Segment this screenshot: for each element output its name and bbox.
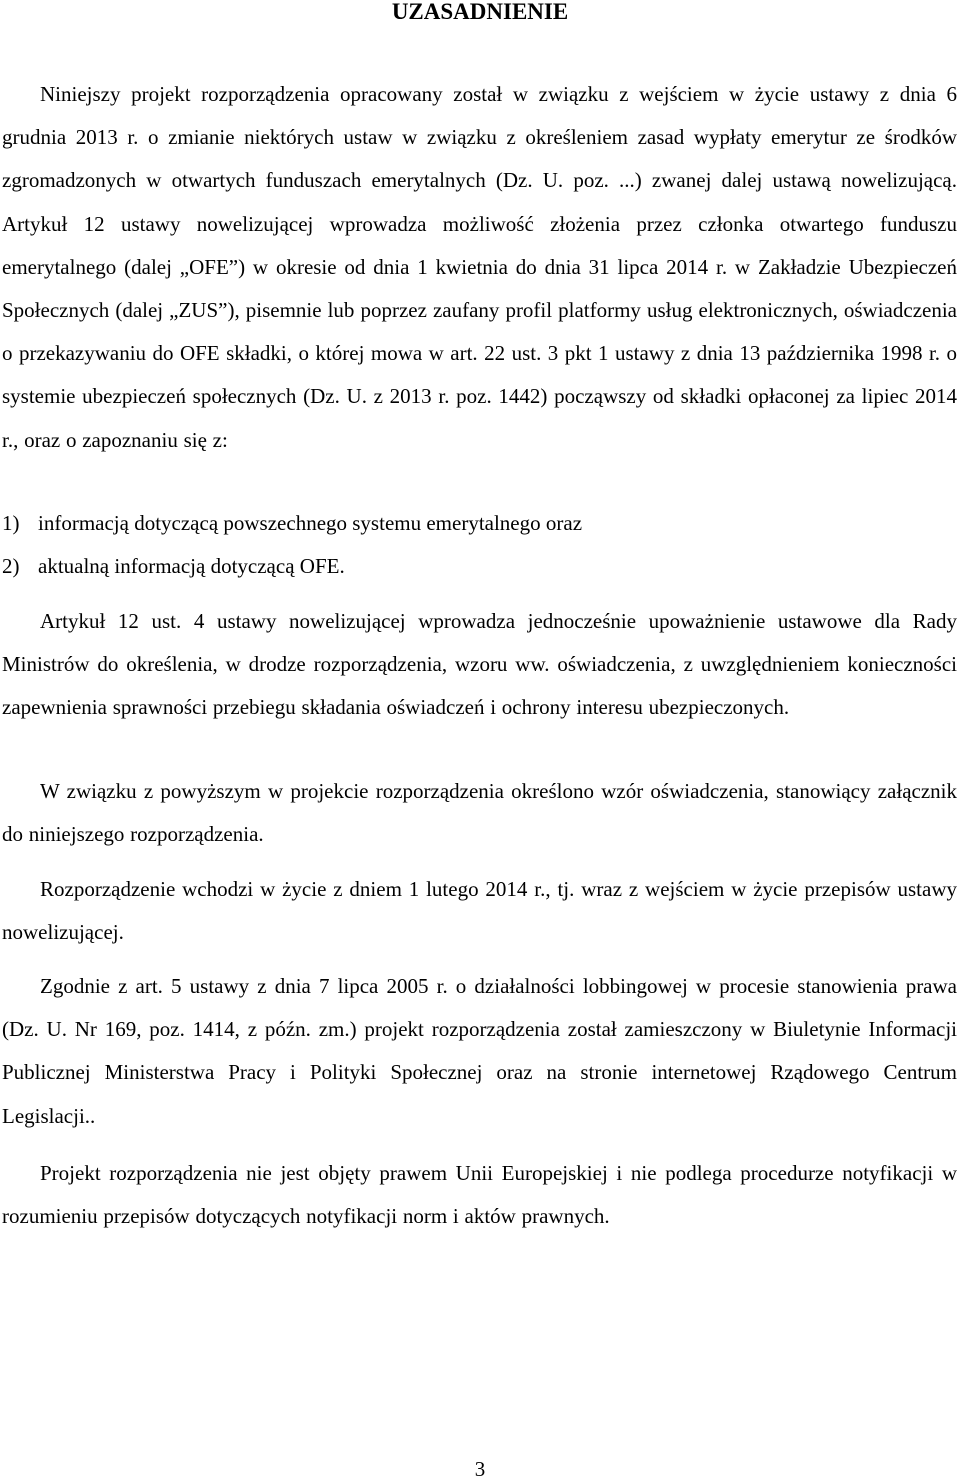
- paragraph-authorization: Artykuł 12 ust. 4 ustawy nowelizującej wprowadza jednocześnie upoważnienie ustawowe dla Rady Ministrów do określenia, w drodze rozporządzenia, wzoru ww. oświadczenia, z uwzględnieniem konieczności zapewnienia sprawności przebiegu składania oświadczeń i ochrony interesu ubezpieczonych.: [2, 609, 957, 720]
- page-number: 3: [474, 1457, 486, 1481]
- list-item-number: 2): [2, 554, 20, 578]
- paragraph-introduction: Niniejszy projekt rozporządzenia opracowany został w związku z wejściem w życie ustawy z dnia 6 grudnia 2013 r. o zmianie niektórych ustaw w związku z określeniem zasad wypłaty emerytur ze środków zgromadzonych w otwartych funduszach emerytalnych (Dz. U. poz. ...) zwanej dalej ustawą nowelizującą. Artykuł 12 ustawy nowelizującej wprowadza możliwość złożenia przez członka otwartego funduszu emerytalnego (dalej „OFE”) w okresie od dnia 1 kwietnia do dnia 31 lipca 2014 r. w Zakładzie Ubezpieczeń Społecznych (dalej „ZUS”), pisemnie lub poprzez zaufany profil platformy usług elektronicznych, oświadczenia o przekazywaniu do OFE składki, o której mowa w art. 22 ust. 3 pkt 1 ustawy z dnia 13 października 1998 r. o systemie ubezpieczeń społecznych (Dz. U. z 2013 r. poz. 1442) począwszy od składki opłaconej za lipiec 2014 r., oraz o zapoznaniu się z:: [2, 82, 957, 452]
- paragraph-form-template: W związku z powyższym w projekcie rozporządzenia określono wzór oświadczenia, stanowiący załącznik do niniejszego rozporządzenia.: [2, 779, 957, 847]
- list-item-number: 1): [2, 511, 20, 535]
- paragraph-lobbying: Zgodnie z art. 5 ustawy z dnia 7 lipca 2005 r. o działalności lobbingowej w procesie stanowienia prawa (Dz. U. Nr 169, poz. 1414, z późn. zm.) projekt rozporządzenia został zamieszczony w Biuletynie Informacji Publicznej Ministerstwa Pracy i Polityki Społecznej oraz na stronie internetowej Rządowego Centrum Legislacji..: [2, 974, 957, 1128]
- list-item: [2, 545, 957, 588]
- list-item-text: informacją dotyczącą powszechnego systemu emerytalnego oraz: [38, 511, 583, 535]
- list-item: [2, 502, 957, 545]
- paragraph-eu-law: Projekt rozporządzenia nie jest objęty prawem Unii Europejskiej i nie podlega procedurze notyfikacji w rozumieniu przepisów dotyczących notyfikacji norm i aktów prawnych.: [2, 1161, 957, 1229]
- list-item-text: aktualną informacją dotyczącą OFE.: [38, 554, 345, 578]
- document-title: UZASADNIENIE: [391, 0, 569, 24]
- paragraph-entry-into-force: Rozporządzenie wchodzi w życie z dniem 1 lutego 2014 r., tj. wraz z wejściem w życie przepisów ustawy nowelizującej.: [2, 877, 957, 945]
